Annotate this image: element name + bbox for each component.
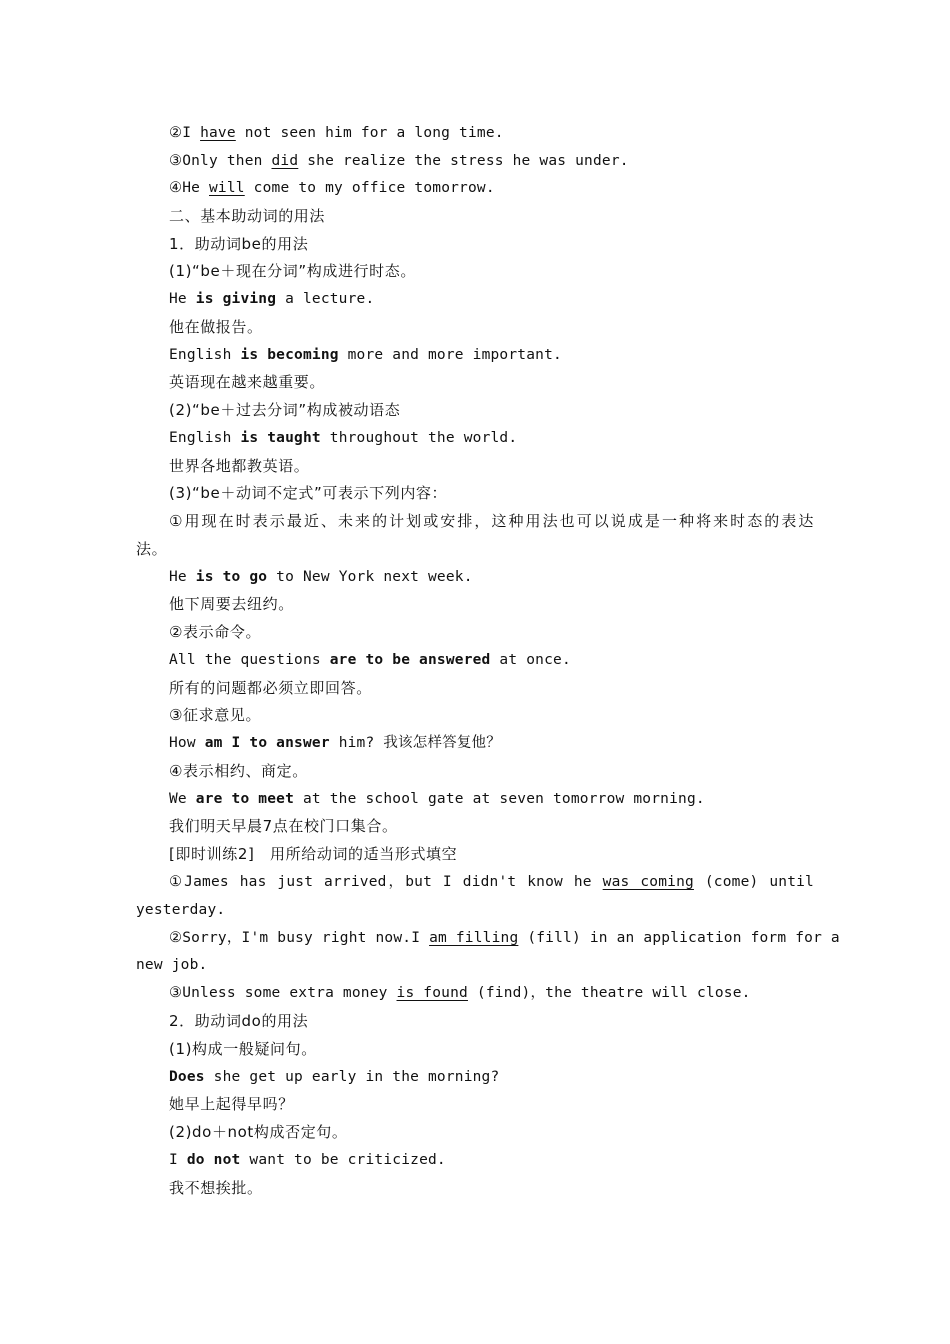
rule-point: (1)“be＋现在分词”构成进行时态。 bbox=[169, 262, 416, 280]
exercise-item: ①James has just arrived，but I didn't know he was coming (come) until bbox=[169, 874, 814, 890]
example-sentence: ④He will come to my office tomorrow. bbox=[169, 180, 495, 196]
rule-point: ④表示相约、商定。 bbox=[169, 762, 308, 780]
rule-point-continued: 法。 bbox=[136, 540, 168, 558]
emphasis: do not bbox=[186, 1152, 241, 1168]
rule-point: (3)“be＋动词不定式”可表示下列内容： bbox=[169, 484, 448, 502]
section-heading: 二、基本助动词的用法 bbox=[169, 207, 326, 225]
emphasis: am I to answer bbox=[204, 735, 330, 751]
emphasis: is becoming bbox=[240, 347, 339, 363]
exercise-item-continued: yesterday. bbox=[136, 902, 226, 918]
translation: 我们明天早晨7点在校门口集合。 bbox=[169, 817, 398, 835]
example-sentence: English is taught throughout the world. bbox=[169, 430, 518, 446]
rule-point: ②表示命令。 bbox=[169, 623, 262, 641]
translation: 她早上起得早吗？ bbox=[169, 1095, 294, 1113]
underlined-answer: is found bbox=[396, 985, 468, 1001]
emphasis: Does bbox=[169, 1069, 205, 1085]
rule-point: (2)“be＋过去分词”构成被动语态 bbox=[169, 401, 401, 419]
subsection-heading: 1．助动词be的用法 bbox=[169, 235, 309, 253]
emphasis: is to go bbox=[195, 569, 268, 585]
example-sentence: How am I to answer him? 我该怎样答复他？ bbox=[169, 735, 501, 751]
exercise-item: ②Sorry，I'm busy right now.I am filling (fill) in an application form for a bbox=[169, 930, 840, 946]
emphasis: is giving bbox=[195, 291, 277, 307]
emphasis: are to meet bbox=[195, 791, 295, 807]
emphasis: are to be answered bbox=[329, 652, 491, 668]
example-sentence: English is becoming more and more important. bbox=[169, 347, 562, 363]
translation: 他下周要去纽约。 bbox=[169, 595, 294, 613]
exercise-item-continued: new job. bbox=[136, 957, 208, 973]
underlined-answer: was coming bbox=[602, 874, 694, 890]
translation: 他在做报告。 bbox=[169, 318, 263, 336]
example-sentence: ③Only then did she realize the stress he was under. bbox=[169, 153, 629, 169]
translation: 英语现在越来越重要。 bbox=[169, 373, 326, 391]
rule-point: ①用现在时表示最近、未来的计划或安排，这种用法也可以说成是一种将来时态的表达 bbox=[169, 512, 814, 530]
translation: 所有的问题都必须立即回答。 bbox=[169, 679, 372, 697]
underlined-answer: will bbox=[209, 180, 245, 196]
translation: 世界各地都教英语。 bbox=[169, 457, 310, 475]
example-sentence: Does she get up early in the morning? bbox=[169, 1069, 500, 1085]
example-sentence: We are to meet at the school gate at seven tomorrow morning. bbox=[169, 791, 705, 807]
rule-point: (2)do＋not构成否定句。 bbox=[169, 1123, 348, 1141]
example-sentence: All the questions are to be answered at once. bbox=[169, 652, 571, 668]
exercise-heading: [即时训练2] 用所给动词的适当形式填空 bbox=[169, 845, 458, 863]
rule-point: (1)构成一般疑问句。 bbox=[169, 1040, 317, 1058]
example-sentence: I do not want to be criticized. bbox=[169, 1152, 446, 1168]
underlined-answer: did bbox=[271, 153, 299, 169]
emphasis: is taught bbox=[240, 430, 321, 446]
translation: 我不想挨批。 bbox=[169, 1179, 263, 1197]
underlined-answer: am filling bbox=[429, 930, 519, 946]
underlined-answer: have bbox=[200, 125, 236, 141]
subsection-heading: 2．助动词do的用法 bbox=[169, 1012, 309, 1030]
example-sentence: He is to go to New York next week. bbox=[169, 569, 473, 585]
exercise-item: ③Unless some extra money is found (find)，the theatre will close. bbox=[169, 985, 751, 1001]
example-sentence: He is giving a lecture. bbox=[169, 291, 375, 307]
example-sentence: ②I have not seen him for a long time. bbox=[169, 125, 504, 141]
rule-point: ③征求意见。 bbox=[169, 706, 262, 724]
